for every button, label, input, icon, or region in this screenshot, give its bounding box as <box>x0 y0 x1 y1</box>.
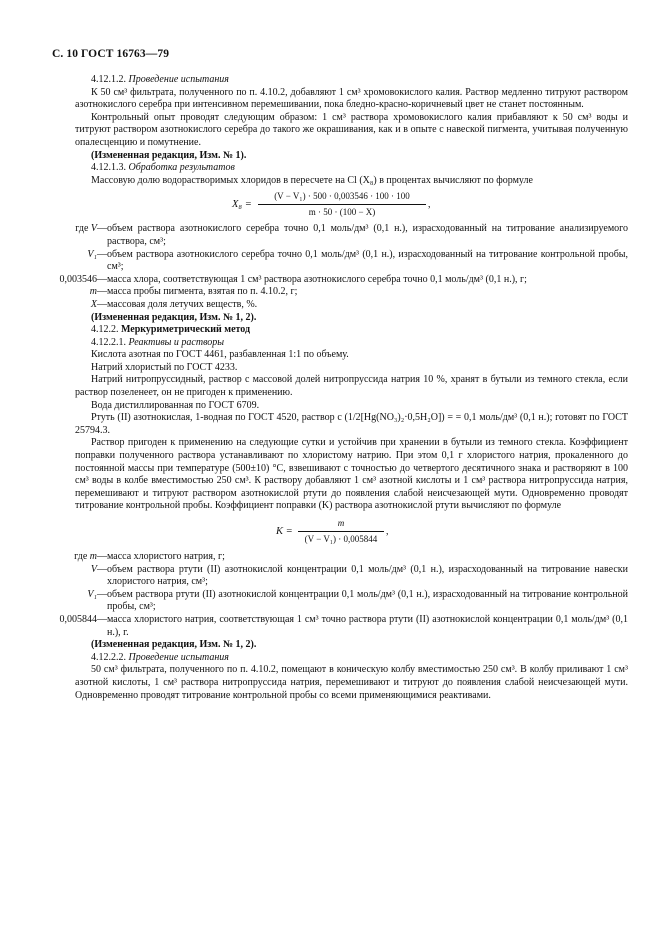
formula-fraction <box>298 517 384 545</box>
definition-symbol: 0,003546 <box>59 273 97 285</box>
section-number: 4.12.1.2. <box>91 74 126 85</box>
formula-numerator: m <box>298 517 384 532</box>
section-title: Обработка результатов <box>128 162 235 174</box>
paragraph: Раствор пригоден к применению на следующие сутки и устойчив при хранении в бутыли из темного стекла. Коэффициент поправки полученного раствора устанавливают по хлористому натрию. При этом 0,1 г хлористого натрия, прокаленного до постоянной массы при температуре (500±10) °С, взвешивают с точностью до четвертого десятичного знака и растворяют в 100 см³ воды в колбе вместимостью 250 см³. К раствору добавляют 1 см³ азотной кислоты и 1 см³ раствора нитропруссида натрия, перемешивают и титруют раствором азотнокислой ртути до появления слабой неисчезающей мути. Одновременно проводят титрование контрольной пробы. Коэффициент поправки (K) раствора азотнокислой ртути вычисляют по формуле <box>75 437 628 512</box>
formula-comma: , <box>386 526 389 537</box>
section-number: 4.12.2.2. <box>91 651 126 663</box>
formula-numerator: (V − V₁) · 500 · 0,003546 · 100 · 100 <box>258 190 426 205</box>
formula-x8 <box>0 187 661 223</box>
definition-row: V₁ — объем раствора азотнокислого серебра точно 0,1 моль/дм³ (0,1 н.), израсходованный на титрование контрольной пробы, см³; <box>52 249 628 274</box>
formula-k <box>0 513 661 551</box>
section-heading-4-12-2 <box>0 324 661 337</box>
paragraph: К 50 см³ фильтрата, полученного по п. 4.10.2, добавляют 1 см³ хромовокислого калия. Раствор медленно титруют раствором азотнокислого серебра при интенсивном перемешивании, пока бледно-красно-коричневый цвет не станет постоянным. <box>75 86 628 111</box>
definitions-list-2 <box>52 551 628 639</box>
definitions-list-1 <box>52 223 628 311</box>
definition-row: V₁ — объем раствора ртути (II) азотнокислой концентрации 0,1 моль/дм³ (0,1 н.), израсходованный на титрование контрольной пробы, см³; <box>52 589 628 614</box>
formula-denominator: (V − V₁) · 0,005844 <box>304 533 378 544</box>
amendment-note: (Измененная редакция, Изм. № 1, 2). <box>91 639 257 651</box>
formula-lhs: K = <box>276 526 293 537</box>
definition-text: массовая доля летучих веществ, %. <box>107 298 258 310</box>
definition-row: V — объем раствора ртути (II) азотнокислой концентрации 0,1 моль/дм³ (0,1 н.), израсходованный на титрование навески хлористого натрия, см³; <box>52 564 628 589</box>
section-heading-4-12-1-2 <box>0 74 661 87</box>
definition-text: масса хлора, соответствующая 1 см³ раствора азотнокислого серебра точно 0,1 моль/дм³ (0,1 н.), г; <box>107 273 527 285</box>
definition-symbol: 0,005844 <box>59 613 97 625</box>
paragraph: Массовую долю водорастворимых хлоридов в пересчете на Cl (X₈) в процентах вычисляют по формуле <box>91 174 533 186</box>
definition-symbol: V <box>90 563 97 575</box>
section-heading-4-12-1-3 <box>0 162 661 175</box>
paragraph: Контрольный опыт проводят следующим образом: 1 см³ раствора хромовокислого калия прибавляют к 50 см³ воды и титруют раствором азотнокислого серебра до такого же окрашивания, как и в опыте с навеской пигмента, учитывая полученную опалесценцию и помутнение. <box>75 111 628 148</box>
reagent-item: Вода дистиллированная по ГОСТ 6709. <box>91 399 260 411</box>
section-number: 4.12.1.3. <box>91 162 126 174</box>
amendment-note: (Измененная редакция, Изм. № 1). <box>91 149 247 161</box>
definition-text: объем раствора азотнокислого серебра точно 0,1 моль/дм³ (0,1 н.), израсходованный на титрование контрольной пробы, см³; <box>107 248 628 273</box>
section-title: Меркуриметрический метод <box>121 324 251 336</box>
section-number: 4.12.2. <box>91 324 119 336</box>
section-number: 4.12.2.1. <box>91 336 126 348</box>
definition-row: где V — объем раствора азотнокислого серебра точно 0,1 моль/дм³ (0,1 н.), израсходованный на титрование анализируемого раствора, см³; <box>52 223 628 248</box>
definition-symbol: V₁ <box>87 588 97 600</box>
paragraph: 50 см³ фильтрата, полученного по п. 4.10.2, помещают в коническую колбу вместимостью 250 см³. В колбу приливают 1 см³ азотной кислоты, 1 см³ раствора нитропруссида натрия, перемешивают и титруют до появления слабой неисчезающей мути. Одновременно проводят титрование контрольной пробы со всеми применяющимися реактивами. <box>75 664 628 701</box>
reagent-item: Кислота азотная по ГОСТ 4461, разбавленная 1:1 по объему. <box>91 349 349 361</box>
section-heading-4-12-2-2 <box>0 652 661 665</box>
definition-text: масса хлористого натрия, г; <box>107 551 225 562</box>
definition-symbol: m <box>89 286 97 298</box>
page-header: С. 10 ГОСТ 16763—79 <box>52 48 170 60</box>
definition-row: где m — масса хлористого натрия, г; <box>52 551 628 564</box>
section-heading-4-12-2-1 <box>0 337 661 350</box>
definition-symbol: где V <box>75 223 97 235</box>
definition-row: X — массовая доля летучих веществ, %. <box>52 299 628 312</box>
reagent-item: Натрий хлористый по ГОСТ 4233. <box>91 361 238 373</box>
definition-row: 0,005844 — масса хлористого натрия, соответствующая 1 см³ точно раствора ртути (II) азотнокислой концентрации 0,1 моль/дм³ (0,1 н.), г. <box>52 614 628 639</box>
definition-symbol: V₁ <box>87 248 97 260</box>
definition-text: объем раствора ртути (II) азотнокислой концентрации 0,1 моль/дм³ (0,1 н.), израсходованный на титрование контрольной пробы, см³; <box>107 588 628 613</box>
document-body <box>0 74 661 702</box>
definition-text: объем раствора азотнокислого серебра точно 0,1 моль/дм³ (0,1 н.), израсходованный на титрование анализируемого раствора, см³; <box>107 223 628 247</box>
section-title: Реактивы и растворы <box>128 336 225 348</box>
formula-comma: , <box>428 199 431 211</box>
definition-text: масса хлористого натрия, соответствующая 1 см³ точно раствора ртути (II) азотнокислой концентрации 0,1 моль/дм³ (0,1 н.), г. <box>107 613 628 638</box>
definition-text: объем раствора ртути (II) азотнокислой концентрации 0,1 моль/дм³ (0,1 н.), израсходованный на титрование навески хлористого натрия, см³; <box>107 563 628 588</box>
formula-lhs: X₈ = <box>232 199 252 211</box>
definition-row: m — масса пробы пигмента, взятая по п. 4.10.2, г; <box>52 286 628 299</box>
definition-symbol: X <box>90 298 97 310</box>
amendment-note: (Измененная редакция, Изм. № 1, 2). <box>91 311 257 323</box>
definition-row: 0,003546 — масса хлора, соответствующая 1 см³ раствора азотнокислого серебра точно 0,1 моль/дм³ (0,1 н.), г; <box>52 274 628 287</box>
section-title: Проведение испытания <box>128 74 229 85</box>
definition-symbol: где m <box>74 551 97 562</box>
reagent-item: Натрий нитропруссидный, раствор с массовой долей нитропруссида натрия 10 %, хранят в бутыли из темного стекла, если раствор позеленеет, он не пригоден к применению. <box>75 374 628 399</box>
reagent-item: Ртуть (II) азотнокислая, 1-водная по ГОСТ 4520, раствор c (1/2[Hg(NO₃)₂·0,5H₂O]) = = 0,1 моль/дм³ (0,1 н.); готовят по ГОСТ 25794.3. <box>75 412 628 436</box>
definition-text: масса пробы пигмента, взятая по п. 4.10.2, г; <box>107 286 298 298</box>
formula-denominator: m · 50 · (100 − X) <box>308 206 376 217</box>
formula-fraction <box>258 190 426 218</box>
section-title: Проведение испытания <box>128 651 229 663</box>
